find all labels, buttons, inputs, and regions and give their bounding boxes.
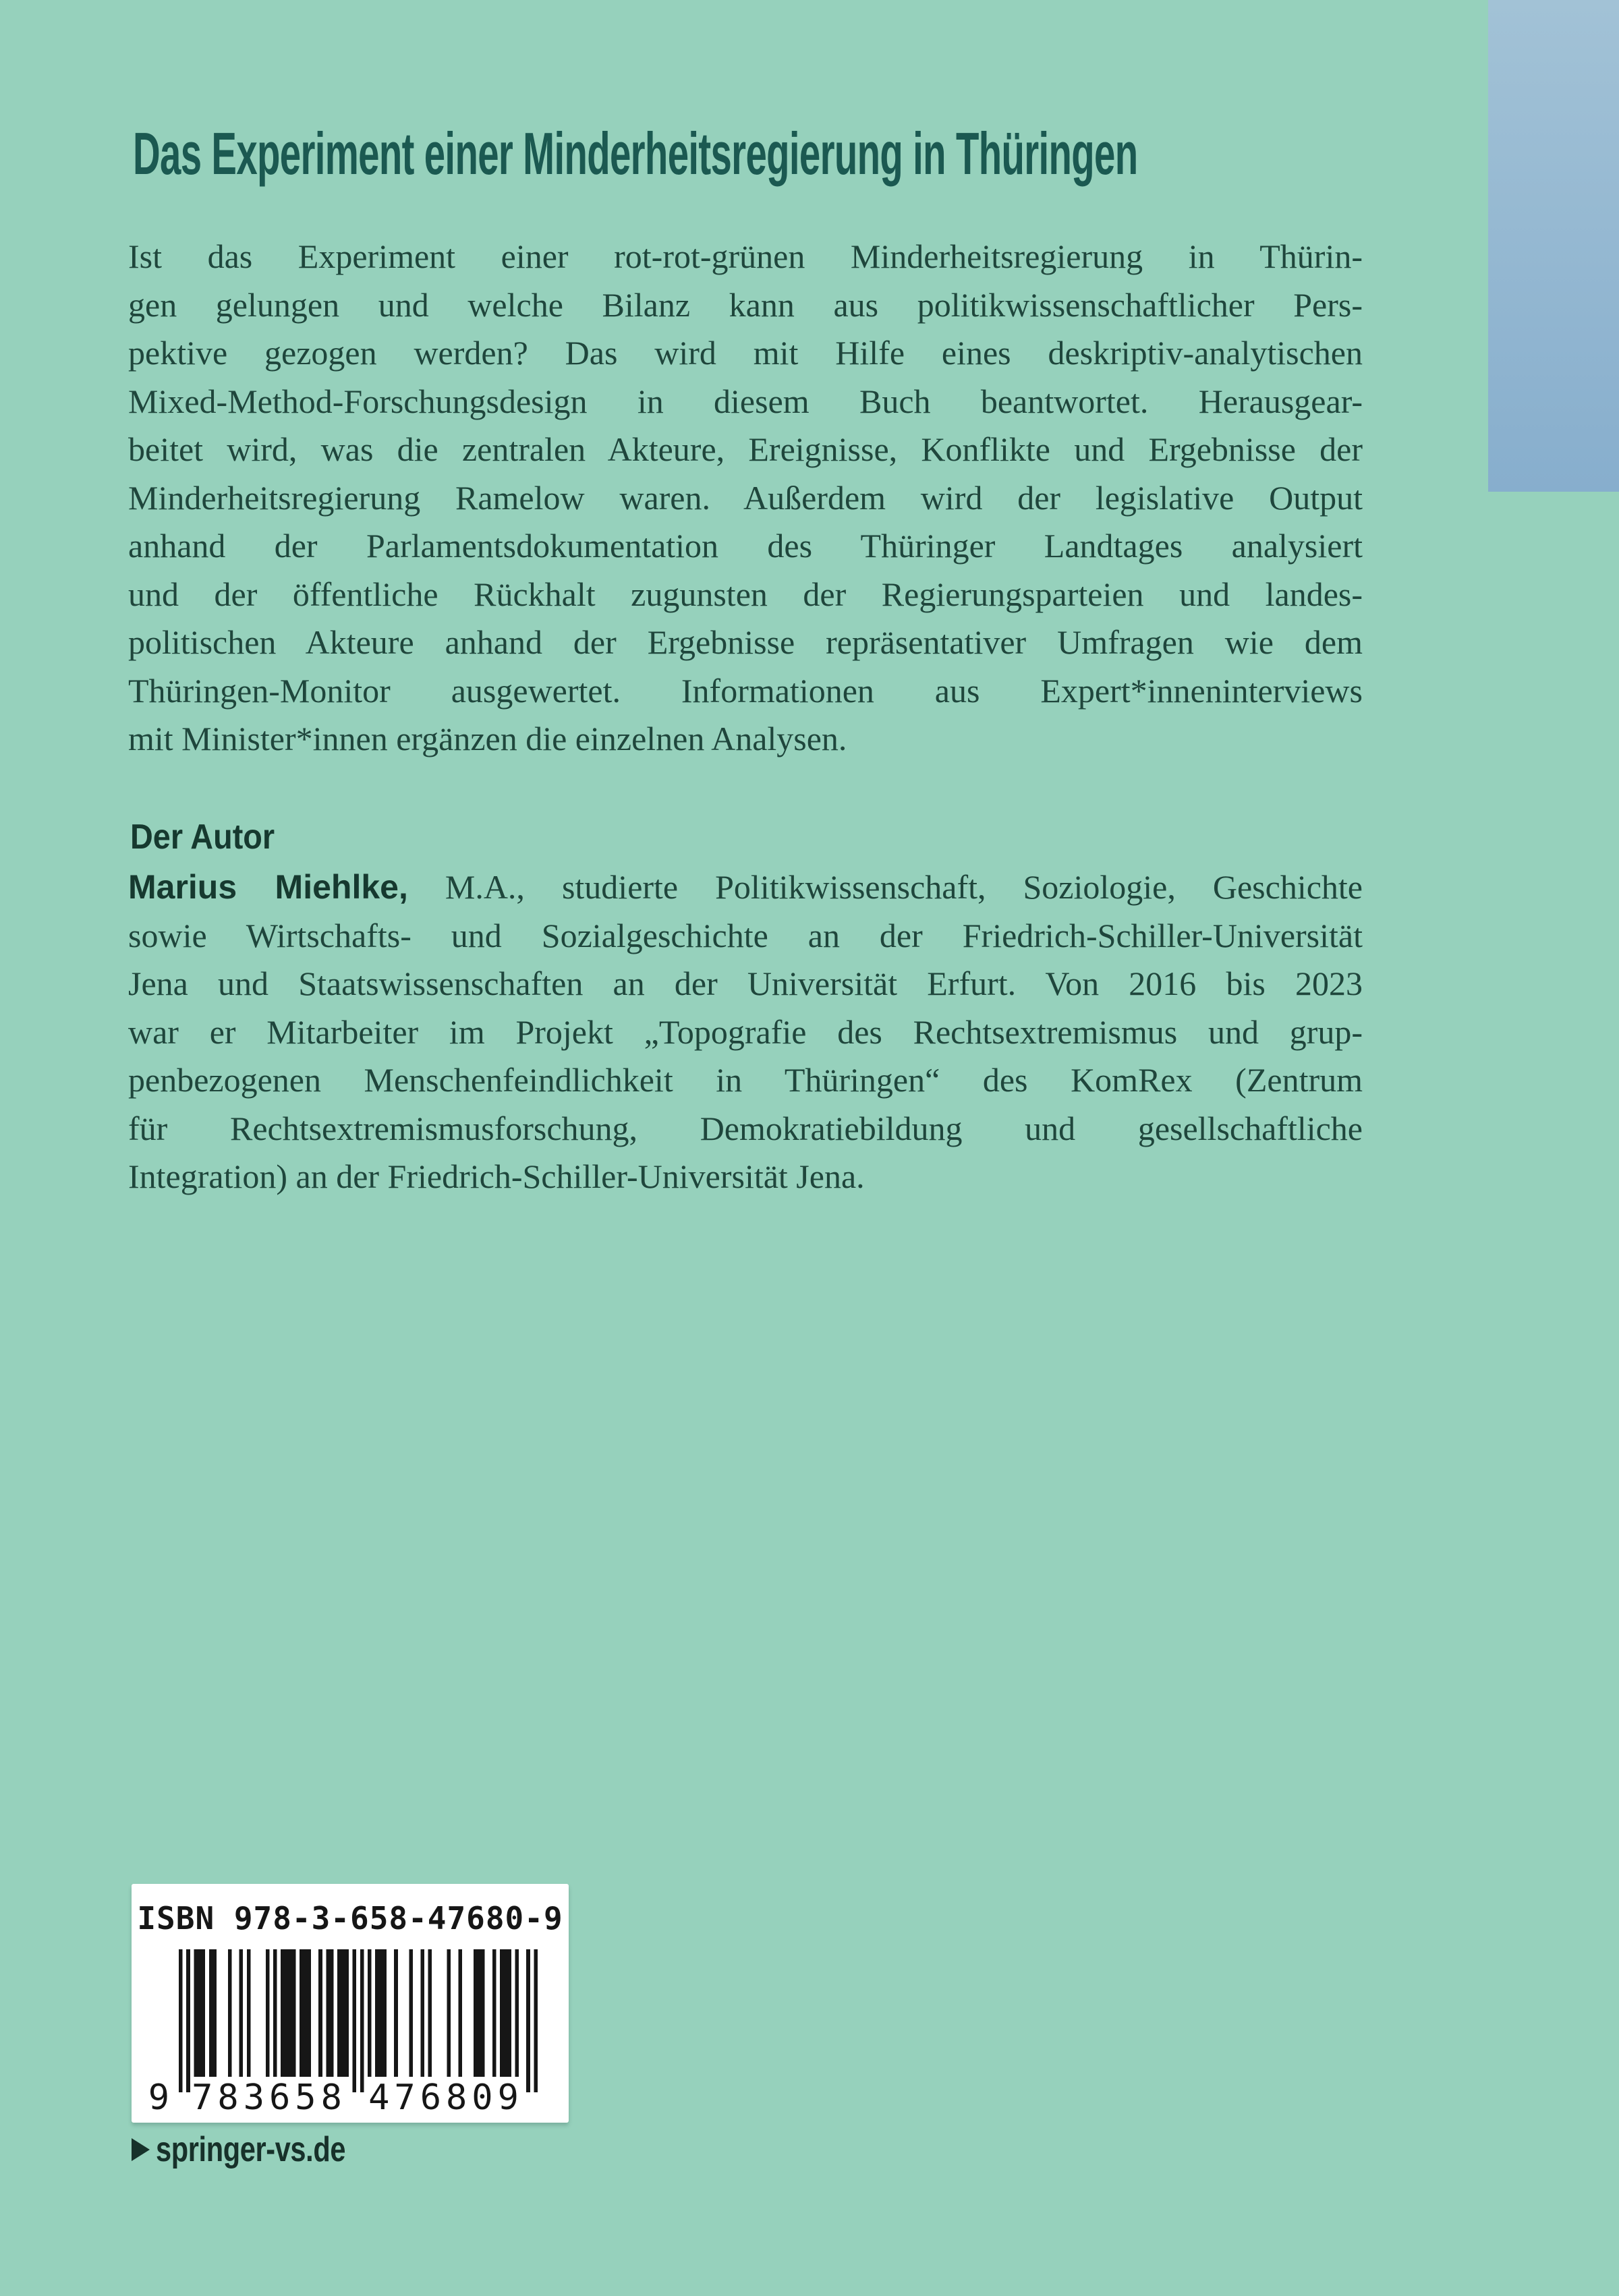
publisher-url: springer-vs.de (156, 2130, 346, 2169)
barcode-digits-left: 783658 (192, 2077, 347, 2118)
description-line: Ist das Experiment einer rot-rot-grünen Minderheitsregierung in Thürin- (128, 237, 1363, 275)
description-line: pektive gezogen werden? Das wird mit Hilfe eines deskriptiv-analytischen (128, 334, 1363, 372)
description-line: gen gelungen und welche Bilanz kann aus politikwissenschaftlicher Pers- (128, 285, 1363, 324)
right-triangle-icon (132, 2138, 150, 2161)
description-line: mit Minister*innen ergänzen die einzelnen Analysen. (128, 720, 847, 757)
book-title (133, 120, 1550, 187)
author-line-rest: M.A., studierte Politikwissenschaft, Soziologie, Geschichte (407, 868, 1363, 906)
author-line: Integration) an der Friedrich-Schiller-Universität Jena. (128, 1157, 865, 1195)
author-line: penbezogenen Menschenfeindlichkeit in Thüringen“ des KomRex (Zentrum (128, 1061, 1363, 1099)
description-line: politischen Akteure anhand der Ergebnisse repräsentativer Umfragen wie dem (128, 623, 1363, 661)
isbn-barcode-label (132, 1884, 569, 2123)
description-line: und der öffentliche Rückhalt zugunsten der Regierungsparteien und landes- (128, 575, 1363, 613)
barcode-digits-right: 476809 (368, 2077, 523, 2118)
barcode-digit-first: 9 (138, 2078, 169, 2117)
description-line: Minderheitsregierung Ramelow waren. Außerdem wird der legislative Output (128, 478, 1363, 517)
ean13-barcode-icon (179, 1949, 538, 2092)
author-section-heading: Der Autor (130, 817, 275, 857)
isbn-number-text: ISBN 978-3-658-47680-9 (137, 1900, 563, 1936)
publisher-footer (132, 2131, 393, 2169)
author-paragraph (128, 863, 1363, 1201)
description-line: Mixed-Method-Forschungsdesign in diesem Buch beantwortet. Herausgear- (128, 382, 1363, 420)
description-line: anhand der Parlamentsdokumentation des Thüringer Landtages analysiert (128, 527, 1363, 565)
description-paragraph (128, 233, 1363, 764)
description-line: beitet wird, was die zentralen Akteure, Ereignisse, Konflikte und Ergebnisse der (128, 430, 1363, 468)
author-name: Marius Miehlke, (128, 868, 408, 906)
author-line: für Rechtsextremismusforschung, Demokratiebildung und gesellschaftliche (128, 1109, 1363, 1147)
accent-rectangle (1488, 0, 1619, 492)
author-line: sowie Wirtschafts- und Sozialgeschichte an der Friedrich-Schiller-Universität (128, 916, 1363, 954)
author-line (128, 863, 1363, 912)
description-line: Thüringen-Monitor ausgewertet. Informationen aus Expert*inneninterviews (128, 671, 1363, 710)
author-line: Jena und Staatswissenschaften an der Universität Erfurt. Von 2016 bis 2023 (128, 965, 1363, 1002)
author-line: war er Mitarbeiter im Projekt „Topografie des Rechtsextremismus und grup- (128, 1012, 1363, 1051)
book-title-text: Das Experiment einer Minderheitsregierung in Thüringen (133, 120, 1138, 187)
